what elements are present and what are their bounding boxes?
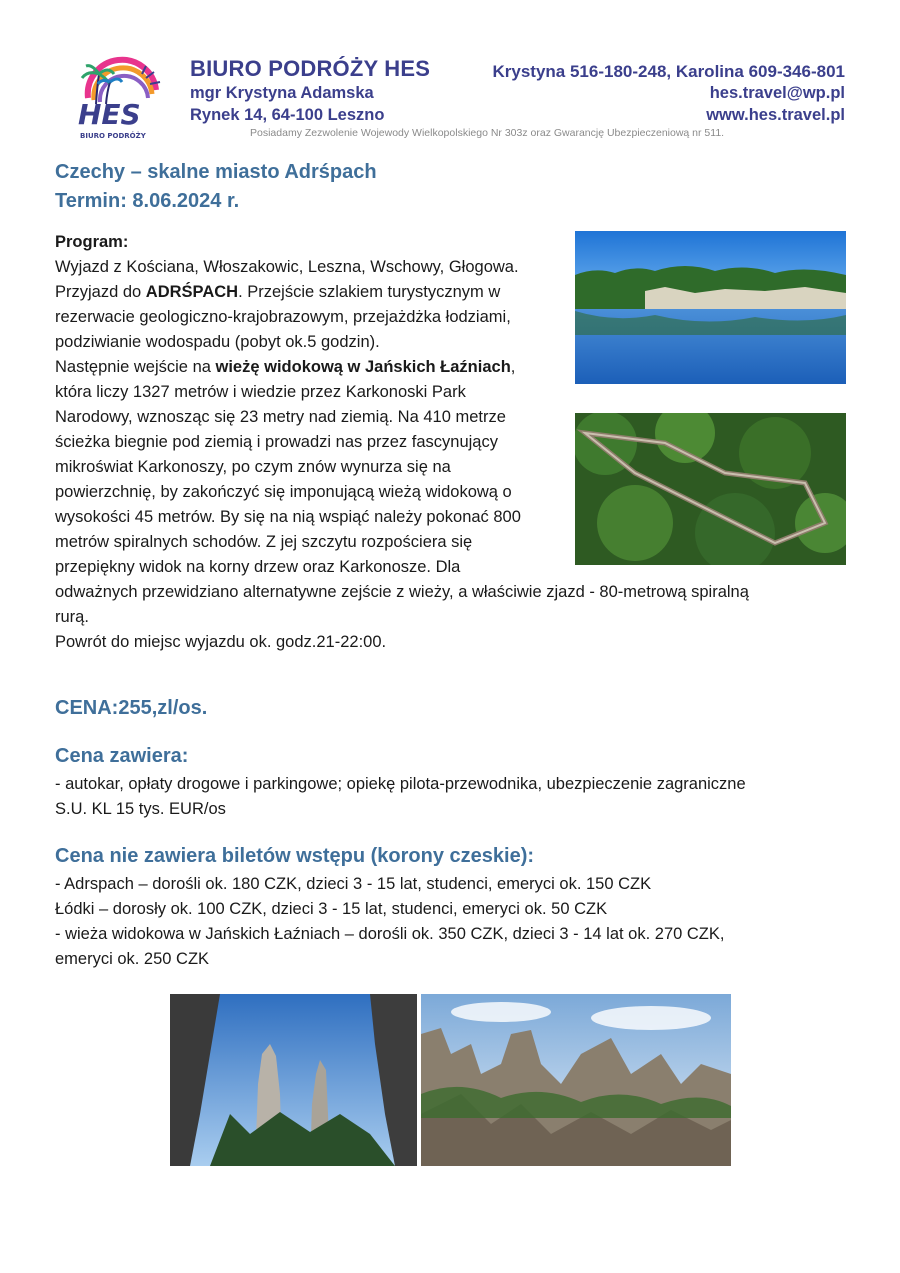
program-line: rurą. — [55, 608, 89, 626]
program-text: Następnie wejście na — [55, 358, 216, 376]
rock-towers-photo — [170, 994, 417, 1166]
excludes-line: - Adrspach – dorośli ok. 180 CZK, dzieci 3 - 15 lat, studenci, emeryci ok. 150 CZK — [55, 875, 652, 893]
excludes-heading: Cena nie zawiera biletów wstępu (korony czeskie): — [55, 845, 535, 867]
program-line: wysokości 45 metrów. By się na nią wspiąć należy pokonać 800 — [55, 508, 521, 526]
trip-title: Czechy – skalne miasto Adrśpach — [55, 161, 377, 183]
company-logo — [66, 52, 166, 144]
program-text: , — [510, 358, 516, 376]
program-line: mikroświat Karkonoszy, po czym znów wynurza się na — [55, 458, 451, 476]
program-line: powierzchnię, by zakończyć się imponującą wieżą widokową o — [55, 483, 512, 501]
sandstone-rocks-photo — [421, 994, 731, 1166]
company-address: Rynek 14, 64-100 Leszno — [190, 106, 385, 124]
owner-name: mgr Krystyna Adamska — [190, 84, 374, 102]
includes-heading: Cena zawiera: — [55, 745, 189, 767]
excludes-line: emeryci ok. 250 CZK — [55, 950, 210, 968]
program-label: Program: — [55, 233, 129, 251]
treetop-walkway-photo — [575, 413, 846, 565]
excludes-line: - wieża widokowa w Jańskich Łaźniach – dorośli ok. 350 CZK, dzieci 3 - 14 lat ok. 270 CZK, — [55, 925, 725, 943]
program-line — [55, 355, 515, 380]
program-text: . Przejście szlakiem turystycznym w — [238, 283, 501, 301]
permit-notice: Posiadamy Zezwolenie Wojewody Wielkopolskiego Nr 303z oraz Gwarancję Ubezpieczeniową nr 511. — [250, 127, 725, 139]
program-text: Przyjazd do — [55, 283, 146, 301]
program-line: Powrót do miejsc wyjazdu ok. godz.21-22:00. — [55, 633, 387, 651]
company-name: BIURO PODRÓŻY HES — [190, 56, 431, 81]
program-highlight: ADRŚPACH — [145, 283, 239, 301]
program-line: odważnych przewidziano alternatywne zejście z wieży, a właściwie zjazd - 80-metrową spiralną — [55, 583, 749, 601]
program-line — [55, 280, 500, 305]
logo-text: HES — [78, 98, 141, 131]
contact-website[interactable]: www.hes.travel.pl — [706, 106, 845, 124]
includes-line: - autokar, opłaty drogowe i parkingowe; opiekę pilota-przewodnika, ubezpieczenie zagraniczne — [55, 775, 746, 793]
contact-phones: Krystyna 516-180-248, Karolina 609-346-801 — [492, 62, 845, 81]
trip-date: Termin: 8.06.2024 r. — [55, 190, 240, 212]
includes-line: S.U. KL 15 tys. EUR/os — [55, 800, 226, 818]
lake-photo — [575, 231, 846, 384]
program-line: która liczy 1327 metrów i wiedzie przez Karkonoski Park — [55, 383, 466, 401]
price: CENA:255,zl/os. — [55, 697, 208, 719]
program-line: Wyjazd z Kościana, Włoszakowic, Leszna, Wschowy, Głogowa. — [55, 258, 519, 276]
logo-caption: BIURO PODRÓŻY — [80, 132, 146, 140]
program-line: rezerwacie geologiczno-krajobrazowym, przejażdżka łodziami, — [55, 308, 511, 326]
program-line: przepiękny widok na korny drzew oraz Karkonosze. Dla — [55, 558, 461, 576]
program-line: Narodowy, wznosząc się 23 metry nad ziemią. Na 410 metrze — [55, 408, 506, 426]
program-line: podziwianie wodospadu (pobyt ok.5 godzin). — [55, 333, 380, 351]
excludes-line: Łódki – dorosły ok. 100 CZK, dzieci 3 - 15 lat, studenci, emeryci ok. 50 CZK — [55, 900, 608, 918]
program-line: metrów spiralnych schodów. Z jej szczytu rozpościera się — [55, 533, 473, 551]
program-highlight: wieżę widokową w Jańskich Łaźniach — [215, 358, 511, 376]
program-line: ścieżka biegnie pod ziemią i prowadzi nas przez fascynujący — [55, 433, 498, 451]
contact-email[interactable]: hes.travel@wp.pl — [709, 84, 845, 102]
